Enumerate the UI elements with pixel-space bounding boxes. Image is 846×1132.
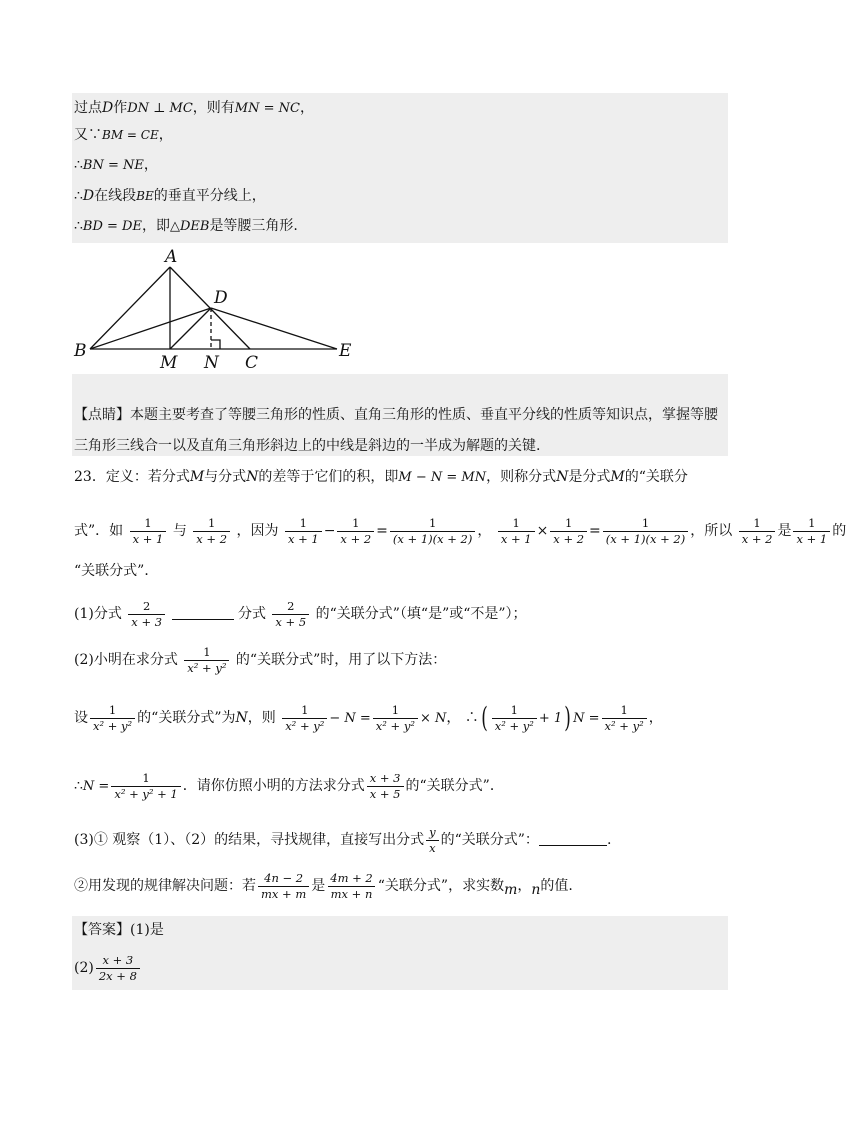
label-D: D [214,288,228,308]
fraction-1-over-x2y2-b: $\frac{1}{\text{x² + y²}}$ [90,703,135,734]
fraction-2-over-x5: $\frac{2}{x + 5}$ [272,599,309,630]
proof-line-1: 过点D作DN ⊥ MC，则有MN = NC， [74,100,314,116]
q23-line-3: “关联分式”． [74,563,159,579]
answer-blank-2[interactable] [539,845,607,846]
fraction-2-over-x3: $\frac{2}{x + 3}$ [128,599,165,630]
fraction-1-over-x2y2: $\frac{1}{\text{x² + y²}}$ [184,645,229,676]
segment-AB [90,267,170,349]
label-A: A [165,247,178,267]
fraction-1-over-x1-c: $\frac{1}{x + 1}$ [498,516,535,547]
fraction-1-over-x2-c: $\frac{1}{x + 2}$ [550,516,587,547]
fraction-1-over-x2-d: $\frac{1}{x + 2}$ [739,516,776,547]
part3-2-line: ②用发现的规律解决问题：若 $\frac{4n - 2}{mx + m}$ 是 $\frac{4m + 2}{mx + n}$ “关联分式”，求实数m，n的值. [74,870,573,901]
fraction-1-over-x2y2-f: $\frac{1}{\text{x² + y²}}$ [602,703,647,734]
answer-line-2: (2) $\frac{x + 3}{2x + 8}$ [74,950,142,986]
label-N: N [204,353,219,373]
proof-line-5: ∴BD = DE，即△DEB是等腰三角形. [74,218,298,234]
fraction-1-over-x2y2-d: $\frac{1}{\text{x² + y²}}$ [373,703,418,734]
triangle-figure-svg [72,244,354,374]
result-line: ∴N = $\frac{1}{\text{x² + y² + 1}}$ ．请你仿照小明的方法求分式 $\frac{x + 3}{x + 5}$ 的“关联分式”． [74,770,504,801]
fraction-1-over-x2y2-e: $\frac{1}{\text{x² + y²}}$ [492,703,537,734]
fraction-1-over-x2-b: $\frac{1}{x + 2}$ [337,516,374,547]
answer-line-1: 【答案】(1)是 [74,922,164,938]
fraction-1-over-product-b: $\frac{1}{(x + 1)(x + 2)}$ [603,516,688,547]
fraction-1-over-x1-d: $\frac{1}{x + 1}$ [793,516,830,547]
part1-line: (1)分式 $\frac{2}{x + 3}$ 分式 $\frac{2}{x + 5}$ 的“关联分式”（填“是”或“不是”）； [74,598,527,629]
fraction-1-over-x1: $\frac{1}{x + 1}$ [130,516,167,547]
fraction-1-over-x2y21: $\frac{1}{\text{x² + y² + 1}}$ [111,771,180,802]
comment-line-1: 【点睛】本题主要考查了等腰三角形的性质、直角三角形的性质、垂直平分线的性质等知识点，掌握等腰 [74,407,718,423]
fraction-1-over-x2: $\frac{1}{x + 2}$ [193,516,230,547]
q23-line-1: 23．定义：若分式M与分式N的差等于它们的积，即M − N = MN，则称分式N是分式M的“关联分 [74,469,688,485]
segment-BD [90,308,211,349]
q23-line-2: 式”．如 $\frac{1}{x + 1}$ 与 $\frac{1}{x + 2}$ ，因为 $\frac{1}{x + 1}$ − $\frac{1}{x + 2}$ = $\frac{1}{(x + 1)(x + 2)}$ ， $\frac{1}{x + 1}$ × $\frac{1}{x + 2}$ = $\frac{1}{(x + 1)(x + 2)}$ ，所以 $\frac{1}{x + 2}$ 是 $\frac{1}{x + 1}$ 的 [74,515,846,546]
proof-line-4: ∴D在线段BE的垂直平分线上， [74,188,266,204]
label-B: B [74,341,87,361]
right-angle-mark [211,340,220,349]
label-C: C [245,353,259,373]
fraction-x3-over-x5: $\frac{x + 3}{x + 5}$ [367,771,404,802]
fraction-4m2-over-mxn: $\frac{4m + 2}{mx + n}$ [327,871,376,902]
fraction-4n2-over-mxm: $\frac{4n - 2}{mx + m}$ [258,871,309,902]
label-M: M [160,353,178,373]
fraction-1-over-product: $\frac{1}{(x + 1)(x + 2)}$ [390,516,475,547]
part3-line: (3)① 观察（1）、（2）的结果，寻找规律，直接写出分式 $\frac{y}{x}$ 的“关联分式”： . [74,824,612,855]
answer-blank-1[interactable] [172,619,234,620]
fraction-1-over-x1-b: $\frac{1}{x + 1}$ [285,516,322,547]
part2-line: (2)小明在求分式 $\frac{1}{\text{x² + y²}}$ 的“关联分式”时，用了以下方法： [74,644,447,675]
proof-line-3: ∴BN = NE， [74,157,158,173]
fraction-answer-2: $\frac{x + 3}{2x + 8}$ [96,953,140,984]
segment-DM [170,308,211,349]
answer-shade [72,916,728,990]
label-E: E [339,341,352,361]
solution-step-line: 设 $\frac{1}{\text{x² + y²}}$ 的“关联分式”为N，则 $\frac{1}{\text{x² + y²}}$ − N = $\frac{1}{\text{x² + y²}}$ × N， ∴( $\frac{1}{\text{x² + y²}}$ + 1) N = $\frac{1}{\text{x² + y²}}$ ， [74,701,663,734]
fraction-1-over-x2y2-c: $\frac{1}{\text{x² + y²}}$ [282,703,327,734]
triangle-figure [72,244,354,374]
proof-line-2: 又∵BM = CE， [74,127,173,143]
comment-line-2: 三角形三线合一以及直角三角形斜边上的中线是斜边的一半成为解题的关键. [74,438,541,454]
fraction-y-over-x: $\frac{y}{x}$ [426,825,439,856]
